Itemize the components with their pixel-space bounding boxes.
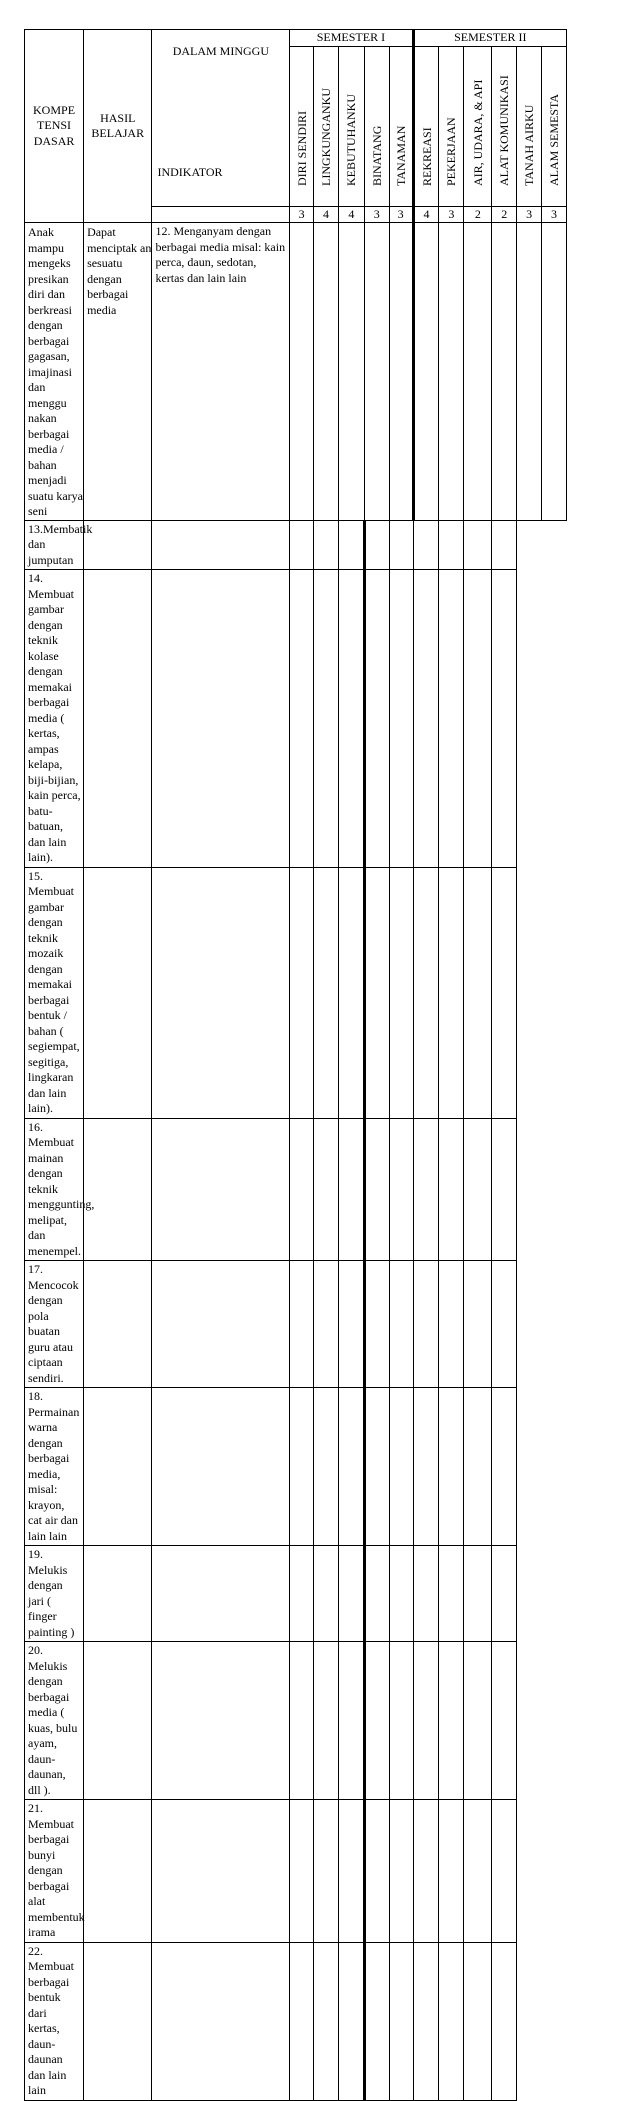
check-cell[interactable] xyxy=(338,1642,364,1800)
check-cell[interactable] xyxy=(314,570,339,868)
indicator-cell: 15. Membuat gambar dengan teknik mozaik dengan memakai berbagai bentuk / bahan ( segiempat, segitiga, lingkaran dan lain lain). xyxy=(25,867,84,1118)
check-cell[interactable] xyxy=(492,1642,517,1800)
check-cell[interactable] xyxy=(439,1388,464,1546)
dalam-minggu-label: DALAM MINGGU xyxy=(172,44,270,58)
check-cell[interactable] xyxy=(338,520,364,570)
hasil-belajar-cell: Dapat menciptak an sesuatu dengan berbagai media xyxy=(84,223,152,521)
check-cell[interactable] xyxy=(389,1942,413,2100)
week-count: 3 xyxy=(542,206,567,223)
theme-header xyxy=(314,46,339,206)
check-cell[interactable] xyxy=(464,1261,492,1388)
table-row xyxy=(25,1261,567,1388)
check-cell[interactable] xyxy=(314,867,339,1118)
indicator-cell: 20. Melukis dengan berbagai media ( kuas, bulu ayam, daun-daunan, dll ). xyxy=(25,1642,84,1800)
check-cell[interactable] xyxy=(389,867,413,1118)
check-cell[interactable] xyxy=(492,520,517,570)
check-cell[interactable] xyxy=(389,1800,413,1943)
check-cell[interactable] xyxy=(84,1942,152,2100)
check-cell[interactable] xyxy=(492,1118,517,1261)
theme-label: AIR, UDARA, & API xyxy=(470,79,485,186)
check-cell[interactable] xyxy=(290,1942,314,2100)
check-cell[interactable] xyxy=(464,520,492,570)
theme-label: TANAMAN xyxy=(393,125,408,186)
check-cell[interactable] xyxy=(84,1388,152,1546)
check-cell[interactable] xyxy=(290,1546,314,1642)
theme-label: REKREASI xyxy=(419,126,434,186)
theme-header xyxy=(464,46,492,206)
check-cell[interactable] xyxy=(338,1118,364,1261)
check-cell[interactable] xyxy=(542,223,567,521)
check-cell[interactable] xyxy=(389,1118,413,1261)
theme-label: BINATANG xyxy=(369,125,384,186)
check-cell[interactable] xyxy=(290,570,314,868)
week-count: 3 xyxy=(517,206,542,223)
indicator-cell: 12. Menganyam dengan berbagai media misal: kain perca, daun, sedotan, kertas dan lain lain xyxy=(152,223,290,521)
check-cell[interactable] xyxy=(413,1546,439,1642)
week-row-spacer xyxy=(152,206,290,223)
check-cell[interactable] xyxy=(464,1118,492,1261)
check-cell[interactable] xyxy=(314,1118,339,1261)
check-cell[interactable] xyxy=(413,570,439,868)
check-cell[interactable] xyxy=(517,223,542,521)
check-cell[interactable] xyxy=(439,520,464,570)
check-cell[interactable] xyxy=(314,1388,339,1546)
check-cell[interactable] xyxy=(290,520,314,570)
indikator-header xyxy=(152,30,290,207)
theme-header xyxy=(439,46,464,206)
check-cell[interactable] xyxy=(492,1388,517,1546)
theme-label: PEKERJAAN xyxy=(444,116,459,186)
theme-header xyxy=(413,46,439,206)
check-cell[interactable] xyxy=(492,1546,517,1642)
kompetensi-dasar-header: KOMPE TENSI DASAR xyxy=(25,30,84,223)
check-cell[interactable] xyxy=(338,1942,364,2100)
check-cell[interactable] xyxy=(84,570,152,868)
check-cell[interactable] xyxy=(364,1546,389,1642)
check-cell[interactable] xyxy=(389,1546,413,1642)
table-row xyxy=(25,1942,567,2100)
check-cell[interactable] xyxy=(152,1942,290,2100)
check-cell[interactable] xyxy=(314,223,339,521)
check-cell[interactable] xyxy=(152,520,290,570)
check-cell[interactable] xyxy=(464,1942,492,2100)
check-cell[interactable] xyxy=(389,520,413,570)
check-cell[interactable] xyxy=(84,1642,152,1800)
check-cell[interactable] xyxy=(389,1642,413,1800)
week-count: 4 xyxy=(314,206,339,223)
check-cell[interactable] xyxy=(439,1642,464,1800)
kompetensi-dasar-cell: Anak mampu mengeks presikan diri dan berkreasi dengan berbagai gagasan, imajinasi dan menggu nakan berbagai media / bahan menjadi suatu karya seni xyxy=(25,223,84,521)
check-cell[interactable] xyxy=(314,1642,339,1800)
check-cell[interactable] xyxy=(413,223,439,521)
check-cell[interactable] xyxy=(364,1642,389,1800)
check-cell[interactable] xyxy=(413,1942,439,2100)
table-row xyxy=(25,1642,567,1800)
check-cell[interactable] xyxy=(152,1800,290,1943)
week-count: 2 xyxy=(464,206,492,223)
check-cell[interactable] xyxy=(492,1261,517,1388)
curriculum-table xyxy=(24,29,567,2101)
check-cell[interactable] xyxy=(338,1388,364,1546)
check-cell[interactable] xyxy=(338,1546,364,1642)
check-cell[interactable] xyxy=(464,1800,492,1943)
check-cell[interactable] xyxy=(338,867,364,1118)
check-cell[interactable] xyxy=(364,1388,389,1546)
table-row xyxy=(25,1800,567,1943)
theme-label: TANAH AIRKU xyxy=(522,104,537,186)
check-cell[interactable] xyxy=(439,1118,464,1261)
check-cell[interactable] xyxy=(413,1118,439,1261)
check-cell[interactable] xyxy=(464,1642,492,1800)
check-cell[interactable] xyxy=(492,570,517,868)
indicator-cell: 18. Permainan warna dengan berbagai media, misal: krayon, cat air dan lain lain xyxy=(25,1388,84,1546)
theme-header xyxy=(517,46,542,206)
week-count: 3 xyxy=(389,206,413,223)
check-cell[interactable] xyxy=(492,867,517,1118)
theme-label: KEBUTUHANKU xyxy=(344,93,359,186)
check-cell[interactable] xyxy=(314,520,339,570)
check-cell[interactable] xyxy=(439,223,464,521)
check-cell[interactable] xyxy=(290,1800,314,1943)
theme-header xyxy=(290,46,314,206)
check-cell[interactable] xyxy=(314,1261,339,1388)
check-cell[interactable] xyxy=(364,1118,389,1261)
check-cell[interactable] xyxy=(413,1642,439,1800)
table-row xyxy=(25,1118,567,1261)
theme-label: ALAM SEMESTA xyxy=(547,93,562,186)
check-cell[interactable] xyxy=(389,1261,413,1388)
check-cell[interactable] xyxy=(364,1942,389,2100)
check-cell[interactable] xyxy=(439,867,464,1118)
check-cell[interactable] xyxy=(364,867,389,1118)
table-row xyxy=(25,223,567,521)
indicator-cell: 22. Membuat berbagai bentuk dari kertas, daun-daunan dan lain lain xyxy=(25,1942,84,2100)
table-row xyxy=(25,867,567,1118)
check-cell[interactable] xyxy=(84,1261,152,1388)
theme-header xyxy=(338,46,364,206)
check-cell[interactable] xyxy=(439,570,464,868)
check-cell[interactable] xyxy=(464,223,492,521)
check-cell[interactable] xyxy=(389,223,413,521)
theme-label: ALAT KOMUNIKASI xyxy=(497,74,512,186)
indikator-label: INDIKATOR xyxy=(157,165,223,179)
theme-label: LINGKUNGANKU xyxy=(319,87,334,186)
table-row xyxy=(25,520,567,570)
check-cell[interactable] xyxy=(152,867,290,1118)
week-count: 3 xyxy=(439,206,464,223)
check-cell[interactable] xyxy=(389,1388,413,1546)
check-cell[interactable] xyxy=(152,570,290,868)
hasil-belajar-header: HASIL BELAJAR xyxy=(84,30,152,223)
theme-header xyxy=(389,46,413,206)
table-row xyxy=(25,1388,567,1546)
check-cell[interactable] xyxy=(464,570,492,868)
check-cell[interactable] xyxy=(152,1642,290,1800)
check-cell[interactable] xyxy=(338,570,364,868)
check-cell[interactable] xyxy=(464,1546,492,1642)
check-cell[interactable] xyxy=(439,1546,464,1642)
check-cell[interactable] xyxy=(84,520,152,570)
table-row xyxy=(25,570,567,868)
check-cell[interactable] xyxy=(492,223,517,521)
table-row xyxy=(25,1546,567,1642)
check-cell[interactable] xyxy=(152,1118,290,1261)
check-cell[interactable] xyxy=(84,1800,152,1943)
check-cell[interactable] xyxy=(290,1642,314,1800)
check-cell[interactable] xyxy=(84,1118,152,1261)
indicator-cell: 14. Membuat gambar dengan teknik kolase dengan memakai berbagai media ( kertas, ampas kelapa, biji-bijian, kain perca, batu-batuan, dan lain lain). xyxy=(25,570,84,868)
indicator-cell: 17. Mencocok dengan pola buatan guru atau ciptaan sendiri. xyxy=(25,1261,84,1388)
check-cell[interactable] xyxy=(290,1118,314,1261)
check-cell[interactable] xyxy=(439,1261,464,1388)
week-count: 4 xyxy=(413,206,439,223)
theme-header xyxy=(492,46,517,206)
check-cell[interactable] xyxy=(364,570,389,868)
check-cell[interactable] xyxy=(439,1942,464,2100)
check-cell[interactable] xyxy=(338,1261,364,1388)
check-cell[interactable] xyxy=(364,1800,389,1943)
check-cell[interactable] xyxy=(290,1261,314,1388)
week-count: 3 xyxy=(364,206,389,223)
indicator-cell: 21. Membuat berbagai bunyi dengan berbagai alat membentuk irama xyxy=(25,1800,84,1943)
theme-header xyxy=(364,46,389,206)
check-cell[interactable] xyxy=(152,1261,290,1388)
check-cell[interactable] xyxy=(314,1546,339,1642)
check-cell[interactable] xyxy=(152,1388,290,1546)
semester-1-header: SEMESTER I xyxy=(290,30,413,47)
semester-2-header: SEMESTER II xyxy=(413,30,566,47)
check-cell[interactable] xyxy=(464,1388,492,1546)
check-cell[interactable] xyxy=(413,867,439,1118)
week-count: 3 xyxy=(290,206,314,223)
check-cell[interactable] xyxy=(464,867,492,1118)
check-cell[interactable] xyxy=(338,223,364,521)
check-cell[interactable] xyxy=(364,520,389,570)
theme-label: DIRI SENDIRI xyxy=(294,110,309,186)
check-cell[interactable] xyxy=(413,1261,439,1388)
check-cell[interactable] xyxy=(439,1800,464,1943)
check-cell[interactable] xyxy=(314,1800,339,1943)
check-cell[interactable] xyxy=(84,1546,152,1642)
check-cell[interactable] xyxy=(389,570,413,868)
check-cell[interactable] xyxy=(314,1942,339,2100)
check-cell[interactable] xyxy=(152,1546,290,1642)
check-cell[interactable] xyxy=(364,1261,389,1388)
check-cell[interactable] xyxy=(413,1388,439,1546)
week-count: 2 xyxy=(492,206,517,223)
check-cell[interactable] xyxy=(338,1800,364,1943)
indicator-cell: 13.Membatik dan jumputan xyxy=(25,520,84,570)
check-cell[interactable] xyxy=(364,223,389,521)
check-cell[interactable] xyxy=(492,1942,517,2100)
check-cell[interactable] xyxy=(413,1800,439,1943)
week-count: 4 xyxy=(338,206,364,223)
check-cell[interactable] xyxy=(290,867,314,1118)
indicator-cell: 19. Melukis dengan jari ( finger painting ) xyxy=(25,1546,84,1642)
check-cell[interactable] xyxy=(492,1800,517,1943)
check-cell[interactable] xyxy=(413,520,439,570)
check-cell[interactable] xyxy=(290,223,314,521)
check-cell[interactable] xyxy=(290,1388,314,1546)
theme-header xyxy=(542,46,567,206)
check-cell[interactable] xyxy=(84,867,152,1118)
indicator-cell: 16. Membuat mainan dengan teknik menggunting, melipat, dan menempel. xyxy=(25,1118,84,1261)
